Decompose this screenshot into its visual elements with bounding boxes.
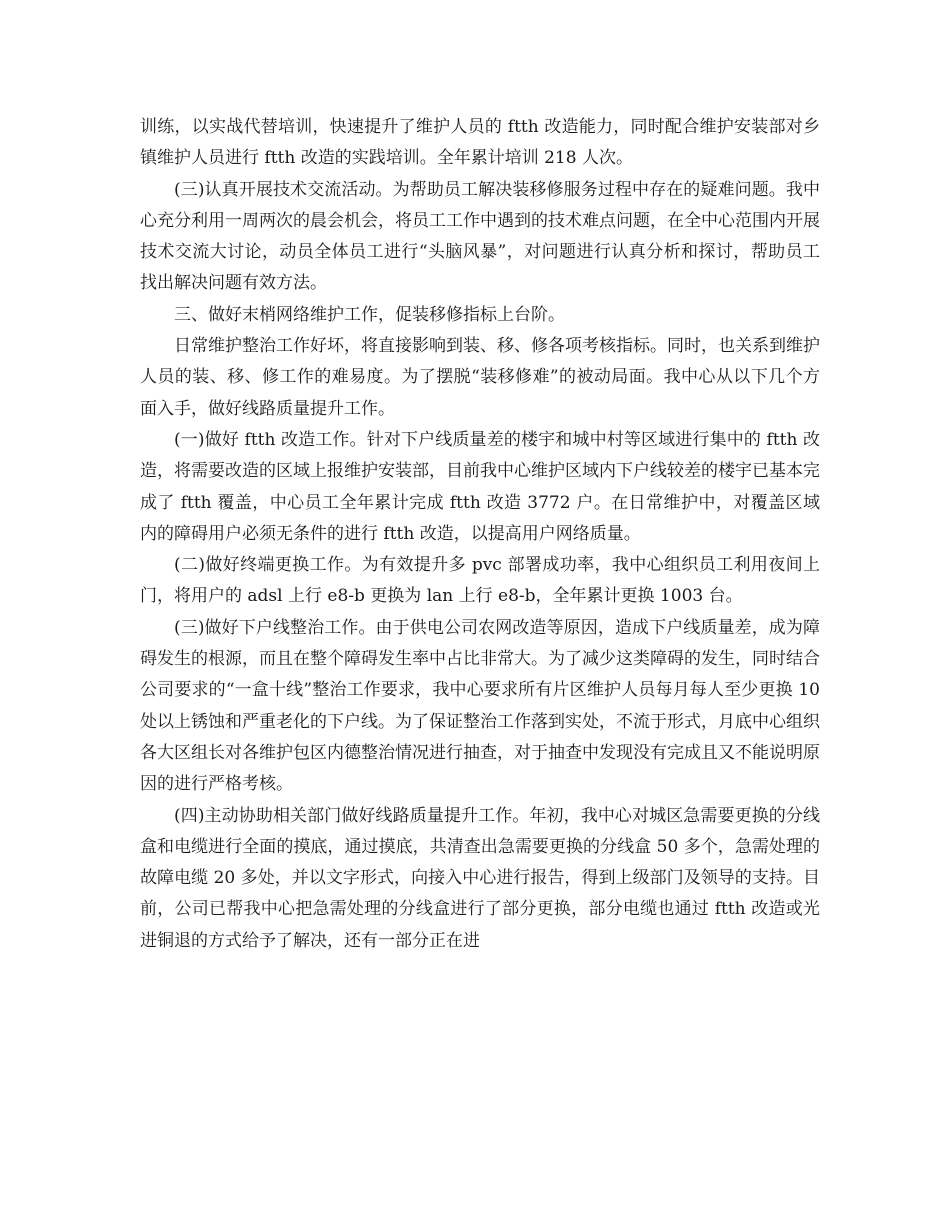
paragraph-line-quality-assist: (四)主动协助相关部门做好线路质量提升工作。年初，我中心对城区急需要更换的分线盒和电缆进行全面的摸底，通过摸底，共清查出急需要更换的分线盒 50 多个，急需处理的故障电缆 20 多处，并以文字形式，向接入中心进行报告，得到上级部门及领导的支持。目前，公司已帮我中心把急需处理的分线盒进行了部分更换，部分电缆也通过 ftth 改造或光进铜退的方式给予了解决，还有一部分正在进 bbox=[140, 805, 820, 951]
document-body bbox=[140, 112, 820, 957]
paragraph-tech-exchange: (三)认真开展技术交流活动。为帮助员工解决装移修服务过程中存在的疑难问题。我中心充分利用一周两次的晨会机会，将员工工作中遇到的技术难点问题，在全中心范围内开展技术交流大讨论，动员全体员工进行“头脑风暴”，对问题进行认真分析和探讨，帮助员工找出解决问题有效方法。 bbox=[140, 179, 820, 294]
section-heading-3: 三、做好末梢网络维护工作，促装移修指标上台阶。 bbox=[174, 304, 565, 325]
paragraph-training-continued: 训练，以实战代替培训，快速提升了维护人员的 ftth 改造能力，同时配合维护安装部对乡镇维护人员进行 ftth 改造的实践培训。全年累计培训 218 人次。 bbox=[140, 117, 820, 169]
paragraph-ftth-renovation: (一)做好 ftth 改造工作。针对下户线质量差的楼宇和城中村等区域进行集中的 ftth 改造，将需要改造的区域上报维护安装部，目前我中心维护区域内下户线较差的楼宇已基本完成了 ftth 覆盖，中心员工全年累计完成 ftth 改造 3772 户。在日常维护中，对覆盖区域内的障碍用户必须无条件的进行 ftth 改造，以提高用户网络质量。 bbox=[140, 429, 820, 544]
paragraph-drop-line-rectification: (三)做好下户线整治工作。由于供电公司农网改造等原因，造成下户线质量差，成为障碍发生的根源，而且在整个障碍发生率中占比非常大。为了减少这类障碍的发生，同时结合公司要求的“一盒十线”整治工作要求，我中心要求所有片区维护人员每月每人至少更换 10 处以上锈蚀和严重老化的下户线。为了保证整治工作落到实处，不流于形式，月底中心组织各大区组长对各维护包区内德整治情况进行抽查，对于抽查中发现没有完成且又不能说明原因的进行严格考核。 bbox=[140, 617, 820, 795]
paragraph-daily-maintenance: 日常维护整治工作好坏，将直接影响到装、移、修各项考核指标。同时，也关系到维护人员的装、移、修工作的难易度。为了摆脱“装移修难”的被动局面。我中心从以下几个方面入手，做好线路质量提升工作。 bbox=[140, 336, 820, 419]
paragraph-terminal-replacement: (二)做好终端更换工作。为有效提升多 pvc 部署成功率，我中心组织员工利用夜间上门，将用户的 adsl 上行 e8-b 更换为 lan 上行 e8-b，全年累计更换 1003 台。 bbox=[140, 555, 820, 607]
